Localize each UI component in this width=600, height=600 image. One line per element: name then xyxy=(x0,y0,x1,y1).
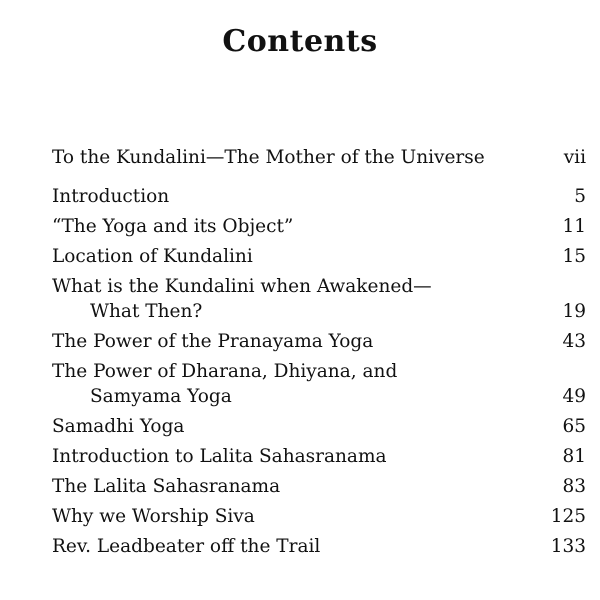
toc-entry xyxy=(52,274,586,324)
toc-entry xyxy=(52,444,586,469)
toc-entry-title: “The Yoga and its Object” xyxy=(52,216,294,237)
toc-page-number: 133 xyxy=(550,536,586,557)
toc-entry xyxy=(52,534,586,559)
toc-entry xyxy=(52,359,586,409)
toc-entry xyxy=(52,145,586,170)
toc-page-number: vii xyxy=(563,147,586,168)
toc-entry-title: Why we Worship Siva xyxy=(52,506,255,527)
toc-page-number: 49 xyxy=(562,386,586,407)
toc-entry-title: The Power of the Pranayama Yoga xyxy=(52,331,374,352)
toc-entry xyxy=(52,329,586,354)
toc-entry-title: Samadhi Yoga xyxy=(52,416,185,437)
page-title: Contents xyxy=(222,24,378,59)
toc-page-number: 83 xyxy=(562,476,586,497)
toc-entry xyxy=(52,214,586,239)
toc-page-number: 11 xyxy=(562,216,586,237)
toc-page-number: 19 xyxy=(562,301,586,322)
toc-entry xyxy=(52,504,586,529)
toc-page-number: 125 xyxy=(550,506,586,527)
toc-entry-title-continued: What Then? xyxy=(90,301,203,322)
toc-entry xyxy=(52,184,586,209)
toc-entry-title-continued: Samyama Yoga xyxy=(90,386,232,407)
toc-entry-title: The Power of Dharana, Dhiyana, and xyxy=(52,361,398,382)
toc-entry-title: Location of Kundalini xyxy=(52,246,253,267)
toc-entry-title: What is the Kundalini when Awakened— xyxy=(52,276,432,297)
toc-entry-title: To the Kundalini—The Mother of the Universe xyxy=(52,147,485,168)
toc-page-number: 15 xyxy=(562,246,586,267)
toc-entry-title: Introduction to Lalita Sahasranama xyxy=(52,446,387,467)
toc-entry xyxy=(52,244,586,269)
toc-entry-title: Introduction xyxy=(52,186,170,207)
toc-entry-title: The Lalita Sahasranama xyxy=(52,476,281,497)
toc-entry xyxy=(52,414,586,439)
toc-page-number: 5 xyxy=(574,186,586,207)
toc-page-number: 43 xyxy=(562,331,586,352)
toc-entry-title: Rev. Leadbeater off the Trail xyxy=(52,536,321,557)
toc-entry xyxy=(52,474,586,499)
toc-page-number: 65 xyxy=(562,416,586,437)
toc-page-number: 81 xyxy=(562,446,586,467)
